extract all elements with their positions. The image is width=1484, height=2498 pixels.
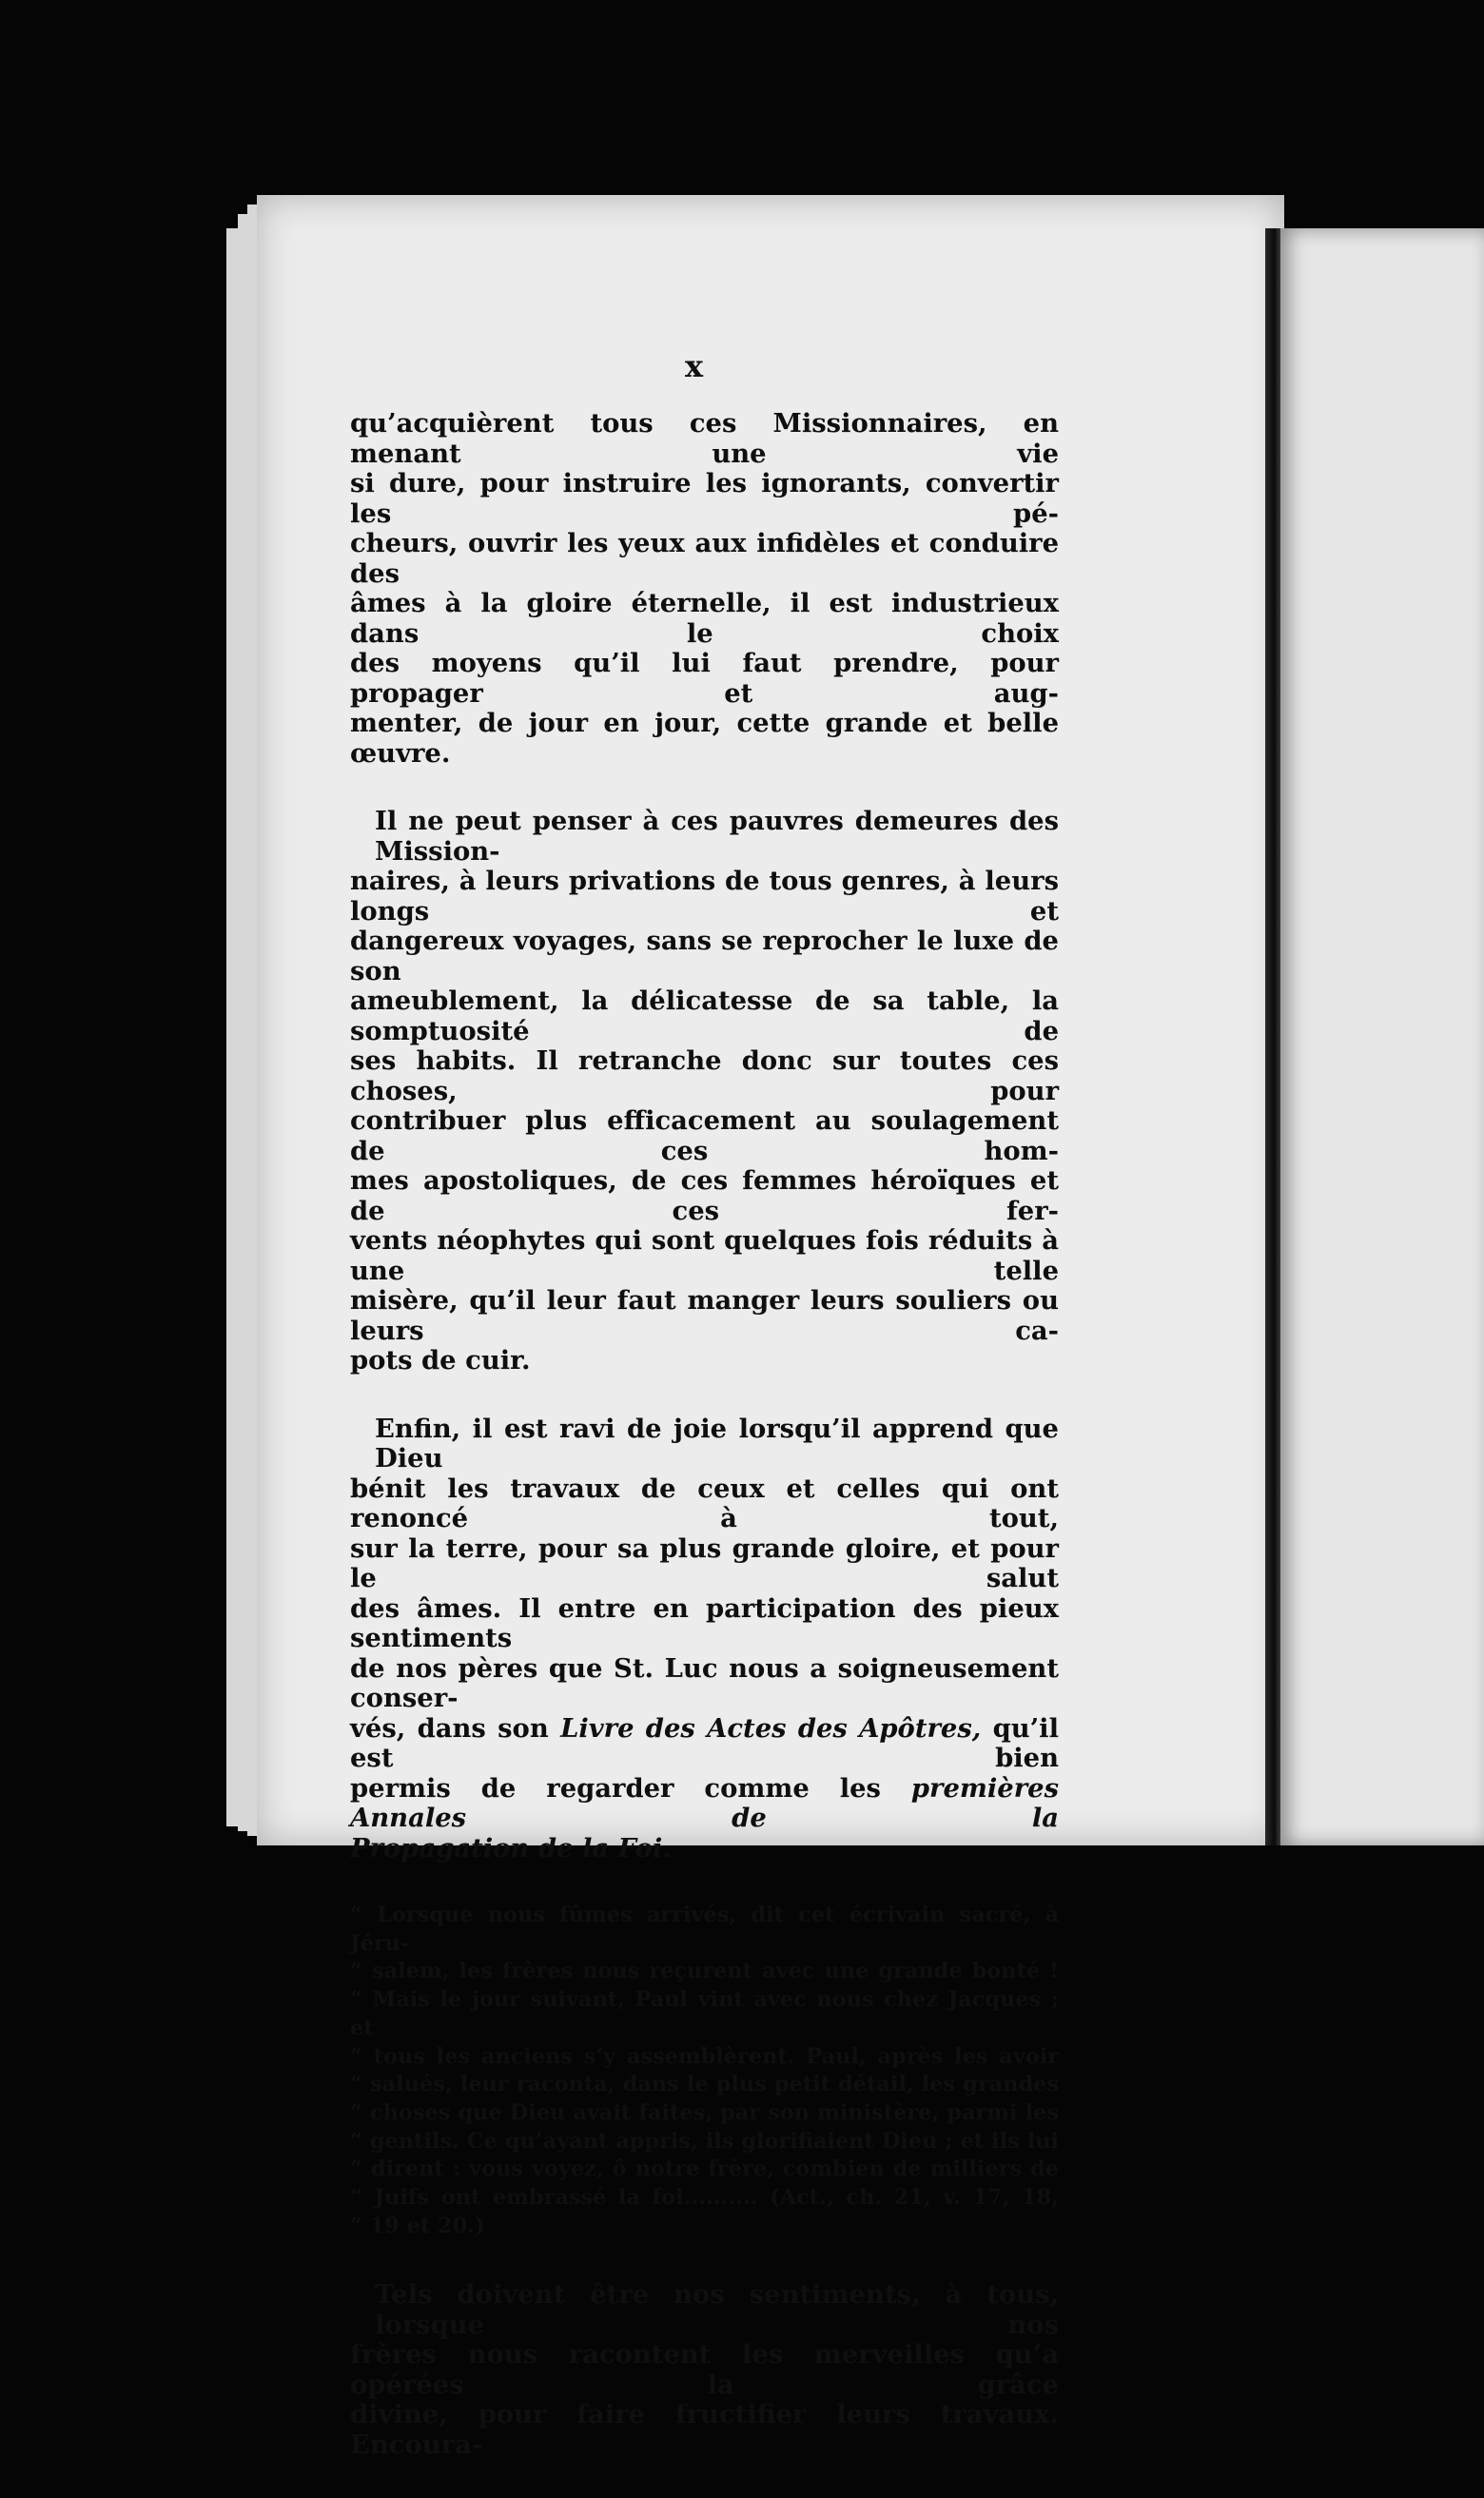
text-run: permis de regarder comme les [350,1772,911,1804]
quote-line: “ Mais le jour suivant, Paul vint avec nous chez Jacques ; et [350,1987,1059,2040]
quote-line: “ Lorsque nous fûmes arrivés, dit cet écrivain sacré, à Jéru- [350,1903,1059,1956]
text-line: Il ne peut penser à ces pauvres demeures des Mission- [375,806,1059,867]
text-line [350,1714,1059,1774]
text-run: vés, dans son [350,1712,561,1744]
paragraph-2 [350,807,1059,1376]
quote-line: “ salem, les frères nous reçurent avec une grande bonté ! [350,1959,1059,1984]
text-line: mes apostoliques, de ces femmes héroïques et de ces fer- [350,1165,1059,1226]
text-line: de nos pères que St. Luc nous a soigneusement conser- [350,1652,1059,1713]
text-line: misère, qu’il leur faut manger leurs souliers ou leurs ca- [350,1285,1059,1346]
text-line: pots de cuir. [350,1345,531,1376]
text-line: ameublement, la délicatesse de sa table, la somptuosité de [350,986,1059,1046]
quote-line: “ 19 et 20.) [350,2213,485,2238]
page-number: x [685,348,705,384]
text-line: Enfin, il est ravi de joie lorsqu’il apprend que Dieu [375,1413,1059,1473]
quote-line: “ salués, leur raconta, dans le plus petit détail, les grandes [350,2072,1059,2098]
text-line: contribuer plus efficacement au soulagement de ces hom- [350,1105,1059,1166]
text-line: dangereux voyages, sans se reprocher le luxe de son [350,926,1059,986]
quote-line: “ gentils. Ce qu’ayant appris, ils glorifiaient Dieu ; et ils lui [350,2128,1059,2154]
text-line: menter, de jour en jour, cette grande et belle œuvre. [350,708,1059,769]
text-line: cheurs, ouvrir les yeux aux infidèles et conduire des [350,528,1059,589]
text-block [350,409,1059,2498]
quote-line: “ dirent : vous voyez, ô notre frère, combien de milliers de [350,2156,1059,2182]
text-line [350,1774,1059,1834]
paragraph-1 [350,409,1059,769]
quote-line: “ Juifs ont embrassé la foi.......... (Act., ch. 21, v. 17, 18, [350,2185,1059,2211]
text-line: âmes à la gloire éternelle, il est industrieux dans le choix [350,588,1059,649]
facing-page [1280,228,1484,1845]
text-line: vents néophytes qui sont quelques fois réduits à une telle [350,1225,1059,1286]
text-line: si dure, pour instruire les ignorants, convertir les pé- [350,468,1059,529]
italic-phrase: Propagation de la Foi. [350,1832,672,1864]
book-binding [1265,228,1280,1845]
text-line: ses habits. Il retranche donc sur toutes ces choses, pour [350,1045,1059,1106]
quote-line: “ tous les anciens s’y assemblèrent. Paul, après les avoir [350,2043,1059,2069]
paragraph-closing [350,2280,1059,2460]
text-line: sur la terre, pour sa plus grande gloire, et pour le salut [350,1532,1059,1593]
text-line: divine, pour faire fructifier leurs travaux. Encoura- [350,2399,1059,2460]
text-line: frères nous racontent les merveilles qu’a opérées la grâce [350,2339,1059,2400]
text-line: des moyens qu’il lui faut prendre, pour propager et aug- [350,648,1059,709]
quote-line: “ choses que Dieu avait faites, par son ministère, parmi les [350,2099,1059,2125]
text-run: qu’il est bien [350,1712,1059,1773]
text-line: naires, à leurs privations de tous genres, à leurs longs et [350,866,1059,927]
text-line: Tels doivent être nos sentiments, à tous, lorsque nos [375,2279,1059,2340]
text-line: qu’acquièrent tous ces Missionnaires, en menant une vie [350,408,1059,469]
text-line: bénit les travaux de ceux et celles qui ont renoncé à tout, [350,1473,1059,1533]
text-line: des âmes. Il entre en participation des pieux sentiments [350,1592,1059,1653]
book-title-italic: Livre des Actes des Apôtres, [560,1712,982,1744]
paragraph-3 [350,1415,1059,1864]
italic-phrase: premières Annales de la [350,1772,1059,1833]
block-quote [350,1902,1059,2240]
text-line [350,1834,1059,1864]
